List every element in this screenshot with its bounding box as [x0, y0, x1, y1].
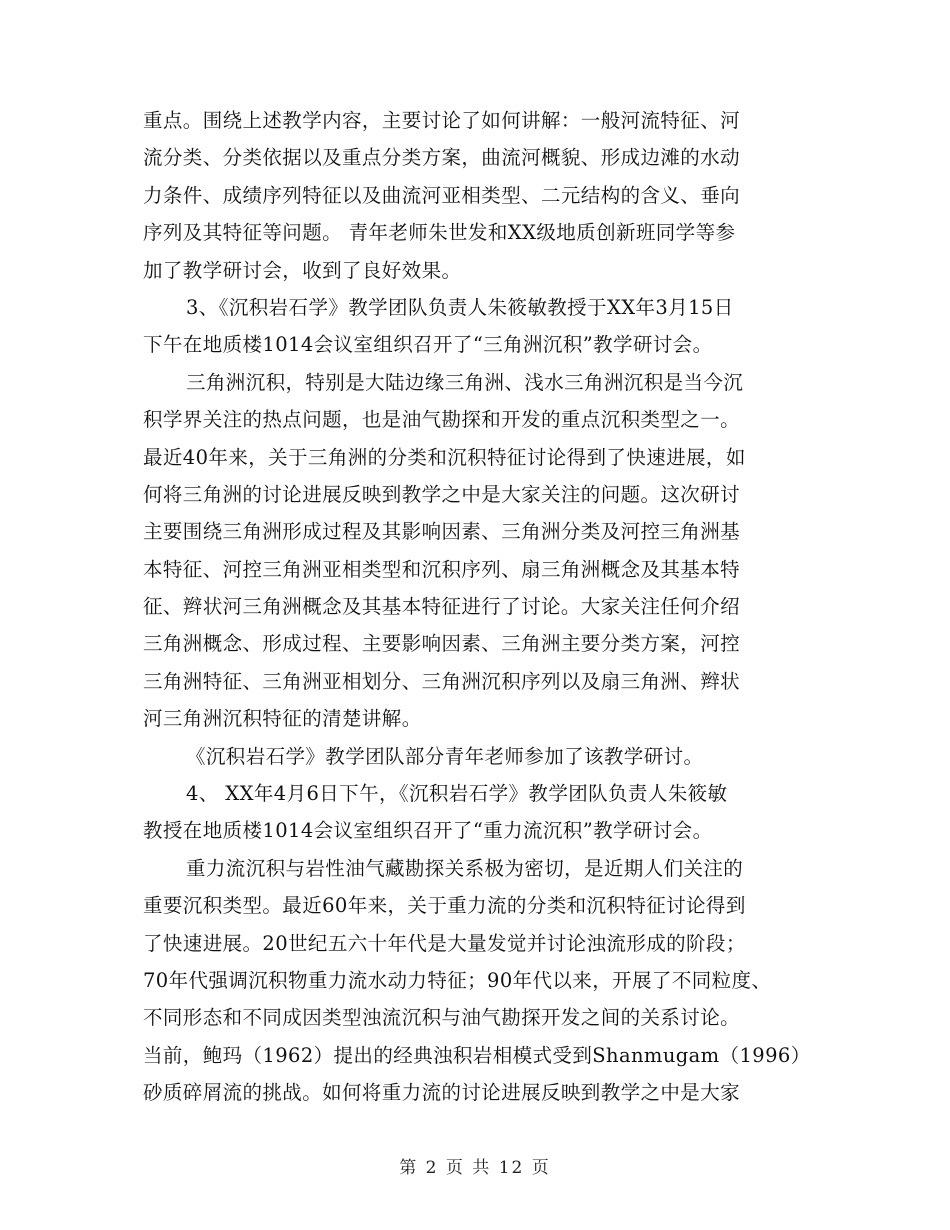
text-line: 教授在地质楼1014会议室组织召开了“重力流沉积”教学研讨会。: [143, 819, 713, 843]
text-line: 加了教学研讨会，收到了良好效果。: [143, 258, 462, 282]
text-line: 三角洲特征、三角洲亚相划分、三角洲沉积序列以及扇三角洲、辫状: [143, 669, 741, 693]
text-line: 最近40年来，关于三角洲的分类和沉积特征讨论得到了快速进展，如: [143, 445, 746, 469]
text-line: 三角洲沉积，特别是大陆边缘三角洲、浅水三角洲沉积是当今沉: [186, 370, 744, 394]
text-line: 不同形态和不同成因类型浊流沉积与油气勘探开发之间的关系讨论。: [143, 1006, 741, 1030]
text-line: 三角洲概念、形成过程、主要影响因素、三角洲主要分类方案，河控: [143, 632, 741, 656]
text-line: 重要沉积类型。最近60年来，关于重力流的分类和沉积特征讨论得到: [143, 894, 746, 918]
body-text: [143, 102, 823, 1112]
text-line: 当前，鲍玛（1962）提出的经典浊积岩相模式受到Shanmugam（1996）: [143, 1043, 811, 1067]
text-line: 3、《沉积岩石学》教学团队负责人朱筱敏教授于XX年3月15日: [186, 295, 734, 319]
text-line: 何将三角洲的讨论进展反映到教学之中是大家关注的问题。这次研讨: [143, 482, 741, 506]
text-line: 4、 XX年4月6日下午，《沉积岩石学》教学团队负责人朱筱敏: [186, 782, 728, 806]
text-line: 征、辫状河三角洲概念及其基本特征进行了讨论。大家关注任何介绍: [143, 595, 741, 619]
text-line: 力条件、成绩序列特征以及曲流河亚相类型、二元结构的含义、垂向: [143, 183, 741, 207]
text-line: 积学界关注的热点问题，也是油气勘探和开发的重点沉积类型之一。: [143, 408, 741, 432]
text-line: 本特征、河控三角洲亚相类型和沉积序列、扇三角洲概念及其基本特: [143, 557, 741, 581]
text-line: 河三角洲沉积特征的清楚讲解。: [143, 707, 422, 731]
text-line: 序列及其特征等问题。 青年老师朱世发和XX级地质创新班同学等参: [143, 221, 736, 245]
page-footer: 第 2 页 共 12 页: [399, 1158, 551, 1178]
text-line: 砂质碎屑流的挑战。如何将重力流的讨论进展反映到教学之中是大家: [143, 1081, 741, 1105]
text-line: 《沉积岩石学》教学团队部分青年老师参加了该教学研讨。: [186, 744, 704, 768]
text-line: 流分类、分类依据以及重点分类方案，曲流河概貌、形成边滩的水动: [143, 146, 741, 170]
text-line: 重力流沉积与岩性油气藏勘探关系极为密切，是近期人们关注的: [186, 856, 744, 880]
text-line: 下午在地质楼1014会议室组织召开了“三角洲沉积”教学研讨会。: [143, 333, 713, 357]
text-line: 主要围绕三角洲形成过程及其影响因素、三角洲分类及河控三角洲基: [143, 520, 741, 544]
text-line: 重点。围绕上述教学内容，主要讨论了如何讲解：一般河流特征、河: [143, 109, 741, 132]
text-line: 了快速进展。20世纪五六十年代是大量发觉并讨论浊流形成的阶段；: [143, 931, 746, 955]
text-line: 70年代强调沉积物重力流水动力特征；90年代以来，开展了不同粒度、: [143, 968, 772, 992]
